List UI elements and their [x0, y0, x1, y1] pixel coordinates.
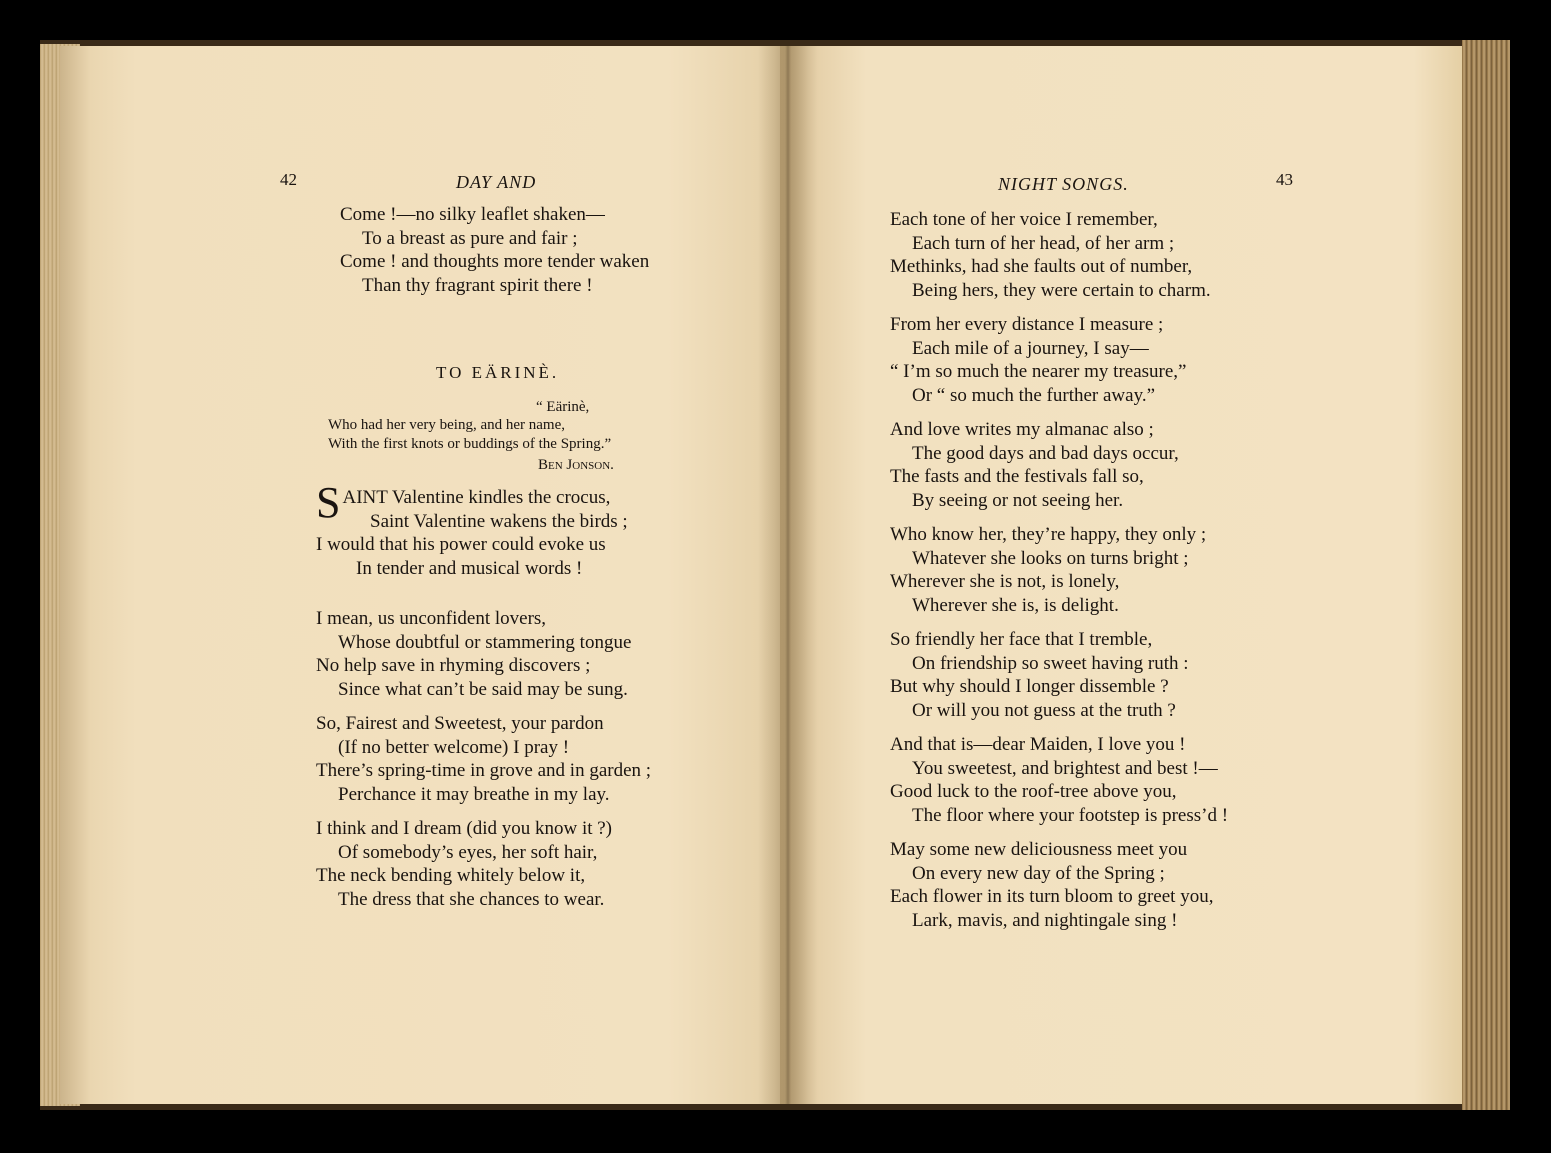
verse-line: You sweetest, and brightest and best !—	[912, 757, 1218, 779]
verse-line: Whose doubtful or stammering tongue	[338, 631, 632, 653]
verse-line: Wherever she is not, is lonely,	[890, 571, 1120, 592]
verse-line: May some new deliciousness meet you	[890, 839, 1188, 860]
verse-line: So friendly her face that I tremble,	[890, 629, 1153, 650]
page-edges-right	[1462, 40, 1510, 1110]
poem-body	[316, 478, 716, 922]
stanza	[890, 733, 1350, 827]
verse-line: In tender and musical words !	[356, 557, 583, 579]
verse-line: The good days and bad days occur,	[912, 442, 1179, 464]
verse-line: Saint Valentine wakens the birds ;	[370, 510, 628, 532]
verse-line: Good luck to the roof-tree above you,	[890, 781, 1177, 802]
epigraph-attribution: Ben Jonson.	[538, 457, 614, 473]
verse-line: No help save in rhyming discovers ;	[316, 655, 591, 676]
epigraph-line: With the first knots or buddings of the Spring.”	[328, 436, 612, 452]
open-book	[40, 40, 1510, 1110]
verse-line: Methinks, had she faults out of number,	[890, 256, 1193, 277]
poem-title: TO EÄRINÈ.	[436, 363, 560, 382]
verse-line: Being hers, they were certain to charm.	[912, 279, 1211, 301]
verse-line: Come ! and thoughts more tender waken	[340, 251, 650, 272]
stanza	[316, 712, 716, 806]
right-page	[780, 46, 1500, 1104]
poem-body	[890, 208, 1350, 943]
verse-line: Than thy fragrant spirit there !	[362, 274, 593, 296]
drop-cap: S	[316, 478, 341, 527]
book-gutter	[758, 46, 818, 1104]
verse-line: Each tone of her voice I remember,	[890, 209, 1158, 230]
verse-line: Whatever she looks on turns bright ;	[912, 547, 1189, 569]
verse-line: Or “ so much the further away.”	[912, 384, 1156, 406]
verse-line: On every new day of the Spring ;	[912, 862, 1165, 884]
verse-line: But why should I longer dissemble ?	[890, 676, 1169, 697]
verse-line: The fasts and the festivals fall so,	[890, 466, 1144, 487]
verse-line: There’s spring-time in grove and in garden ;	[316, 760, 652, 781]
epigraph-line: “ Eärinè,	[536, 399, 590, 415]
verse-line: To a breast as pure and fair ;	[362, 227, 578, 249]
verse-line: By seeing or not seeing her.	[912, 489, 1124, 511]
verse-line: Who know her, they’re happy, they only ;	[890, 524, 1207, 545]
verse-line: Each mile of a journey, I say—	[912, 337, 1149, 359]
page-number: 42	[280, 170, 297, 189]
verse-line: On friendship so sweet having ruth :	[912, 652, 1189, 674]
verse-line: And love writes my almanac also ;	[890, 419, 1154, 440]
stanza	[316, 817, 716, 911]
verse-line: I think and I dream (did you know it ?)	[316, 818, 613, 839]
verse-line: “ I’m so much the nearer my treasure,”	[890, 361, 1187, 382]
verse-line: I mean, us unconfident lovers,	[316, 608, 547, 629]
stanza	[316, 478, 716, 580]
stanza	[890, 628, 1350, 722]
running-head: DAY AND	[456, 172, 537, 192]
stanza	[890, 208, 1350, 302]
verse-line: The floor where your footstep is press’d !	[912, 804, 1229, 826]
stanza	[890, 418, 1350, 512]
page-number: 43	[1276, 170, 1293, 189]
epigraph-line: Who had her very being, and her name,	[328, 417, 565, 433]
verse-line: Each flower in its turn bloom to greet you,	[890, 886, 1214, 907]
verse-line: The dress that she chances to wear.	[338, 888, 605, 910]
verse-line: Lark, mavis, and nightingale sing !	[912, 909, 1178, 931]
running-head: NIGHT SONGS.	[998, 174, 1129, 194]
verse-line: So, Fairest and Sweetest, your pardon	[316, 713, 604, 734]
verse-line: I would that his power could evoke us	[316, 534, 606, 555]
stanza-top	[340, 203, 649, 297]
stanza	[890, 838, 1350, 932]
verse-line: Perchance it may breathe in my lay.	[338, 783, 610, 805]
verse-line: The neck bending whitely below it,	[316, 865, 586, 886]
verse-line: AINT Valentine kindles the crocus,	[342, 487, 611, 508]
stanza	[890, 313, 1350, 407]
verse-line: From her every distance I measure ;	[890, 314, 1164, 335]
verse-line: (If no better welcome) I pray !	[338, 736, 570, 758]
verse-line: Wherever she is, is delight.	[912, 594, 1119, 616]
stanza	[890, 523, 1350, 617]
verse-line: Since what can’t be said may be sung.	[338, 678, 628, 700]
stanza	[316, 607, 716, 701]
verse-line: Each turn of her head, of her arm ;	[912, 232, 1175, 254]
verse-line: Of somebody’s eyes, her soft hair,	[338, 841, 598, 863]
verse-line: And that is—dear Maiden, I love you !	[890, 734, 1186, 755]
left-page	[60, 46, 820, 1104]
verse-line: Or will you not guess at the truth ?	[912, 699, 1176, 721]
verse-line: Come !—no silky leaflet shaken—	[340, 204, 605, 225]
